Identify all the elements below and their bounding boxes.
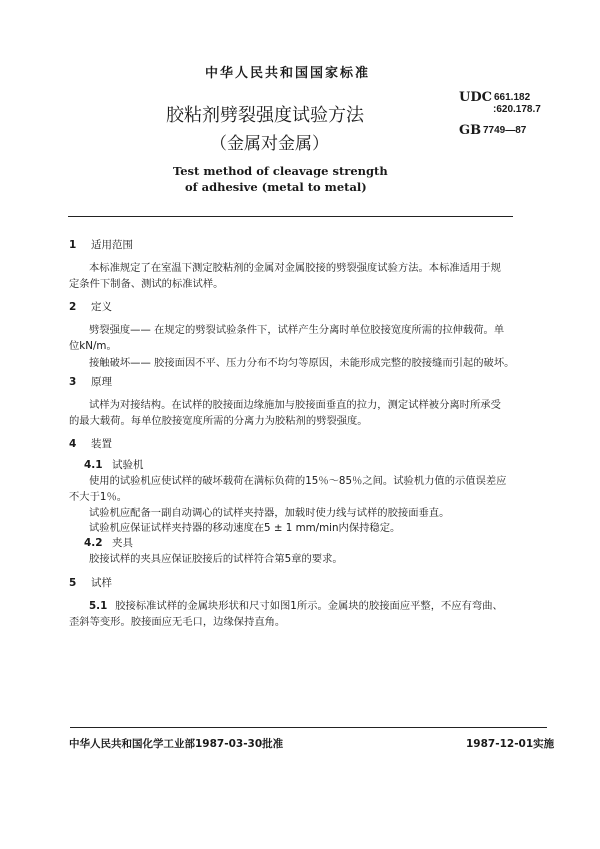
subsection-number: 5.1 [89, 600, 108, 612]
english-title-line-1: Test method of cleavage strength [173, 164, 388, 178]
section-2-heading [69, 299, 112, 314]
section-number: 3 [69, 376, 77, 388]
subsection-4-1-paragraph-1: 使用的试验机应使试样的破坏载荷在满标负荷的15％～85％之间。试验机力值的示值误差应不大于1％。 [69, 475, 507, 503]
subsection-4-2-heading [84, 535, 133, 550]
header-divider [68, 216, 513, 217]
section-number: 1 [69, 239, 77, 251]
gb-label: GB [459, 123, 482, 138]
section-3-paragraph: 试样为对接结构。在试样的胶接面边缘施加与胶接面垂直的拉力，测定试样被分离时所承受的最大载荷。每单位胶接宽度所需的分离力为胶粘剂的劈裂强度。 [69, 399, 501, 427]
subsection-4-1-paragraph-2: 试验机应配备一副自动调心的试样夹持器，加载时使力线与试样的胶接面垂直。 [89, 507, 450, 519]
section-title: 定义 [91, 301, 112, 313]
subsection-title: 夹具 [112, 537, 133, 549]
definition-contact-failure: 接触破坏—— 胶接面因不平、压力分布不均匀等原因，未能形成完整的胶接缝而引起的破坏。 [89, 357, 515, 369]
english-title-line-2: of adhesive (metal to metal) [185, 180, 367, 194]
subsection-4-1-paragraph-3: 试验机应保证试样夹持器的移动速度在5 ± 1 mm/min内保持稳定。 [89, 522, 401, 534]
subsection-5-1-paragraph: 胶接标准试样的金属块形状和尺寸如图1所示。金属块的胶接面应平整，不应有弯曲、歪斜等变形。胶接面应无毛口，边缘保持直角。 [69, 600, 503, 628]
section-number: 4 [69, 438, 77, 450]
subsection-4-2-paragraph: 胶接试样的夹具应保证胶接后的试样符合第5章的要求。 [89, 553, 343, 565]
section-1-heading [69, 237, 133, 252]
section-title: 试样 [91, 577, 112, 589]
section-title: 装置 [91, 438, 112, 450]
footer-divider [70, 727, 547, 728]
definition-cleavage-strength: 劈裂强度—— 在规定的劈裂试验条件下，试样产生分离时单位胶接宽度所需的拉伸载荷。单位kN/m。 [69, 324, 505, 352]
implementation-date: 1987-12-01实施 [466, 738, 555, 750]
subsection-number: 4.2 [84, 537, 103, 549]
gb-number: 7749—87 [483, 125, 527, 136]
udc-value-1: 661.182 [494, 92, 531, 103]
document-title: 胶粘剂劈裂强度试验方法 [166, 105, 364, 126]
section-1-paragraph: 本标准规定了在室温下测定胶粘剂的金属对金属胶接的劈裂强度试验方法。本标准适用于规定条件下制备、测试的标准试样。 [69, 262, 501, 290]
subsection-number: 4.1 [84, 459, 103, 471]
english-title [173, 163, 388, 195]
section-4-heading [69, 436, 112, 451]
section-number: 5 [69, 577, 77, 589]
udc-value-2: :620.178.7 [493, 104, 541, 115]
section-number: 2 [69, 301, 77, 313]
section-5-heading [69, 575, 112, 590]
subsection-5-1 [69, 598, 511, 630]
udc-label: UDC [459, 90, 492, 105]
subsection-title: 试验机 [112, 459, 144, 471]
subsection-4-1-heading [84, 457, 144, 472]
section-title: 原理 [91, 376, 112, 388]
document-subtitle: （金属对金属） [210, 134, 329, 154]
section-3-heading [69, 374, 112, 389]
national-standard-label: 中华人民共和国国家标准 [205, 66, 371, 81]
approval-text: 中华人民共和国化学工业部1987-03-30批准 [69, 738, 284, 750]
section-title: 适用范围 [91, 239, 133, 251]
